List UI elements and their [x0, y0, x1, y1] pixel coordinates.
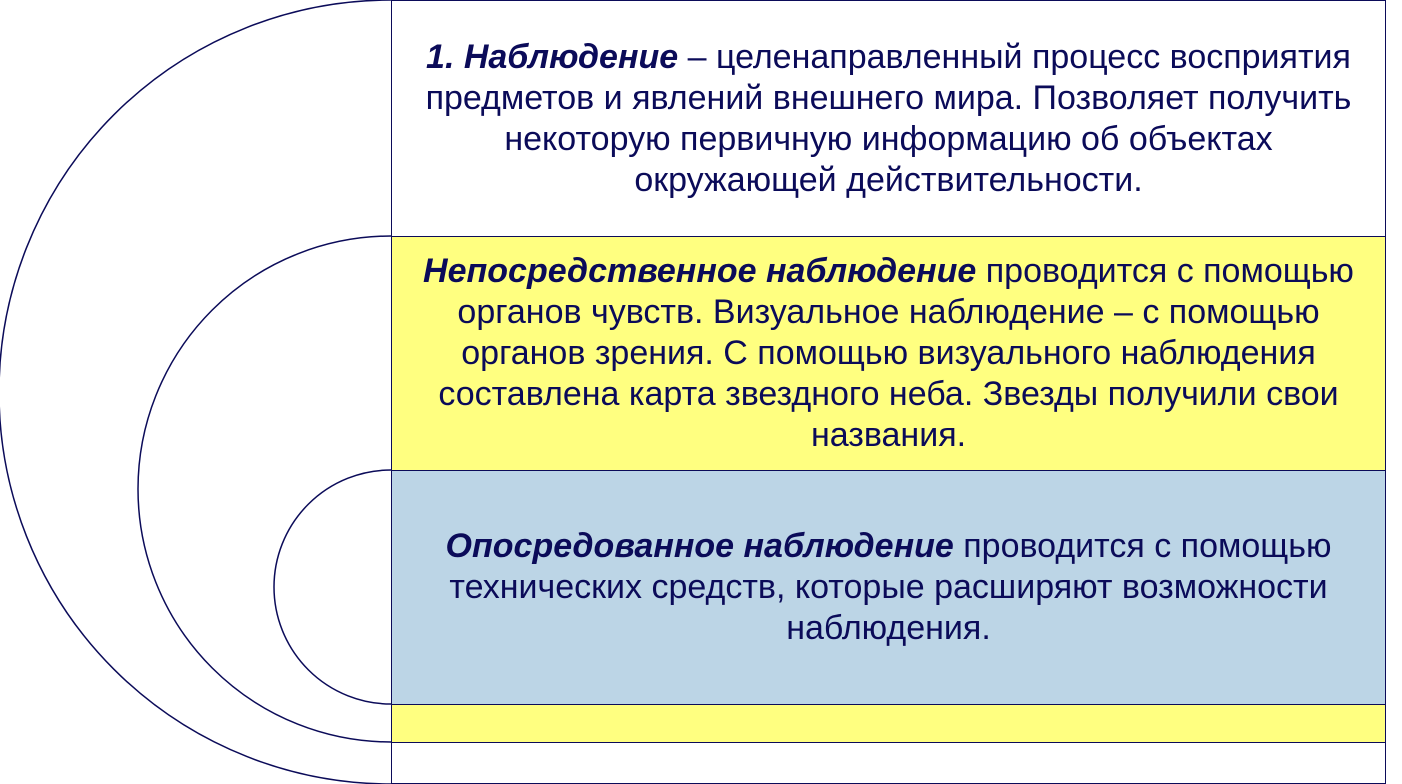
outer-arc [0, 0, 391, 784]
observation-description: – целенаправленный процесс восприятия предметов и явлений внешнего мира. Позволяет получить некоторую первичную информацию об объектах окружающей действительности. [425, 37, 1352, 199]
direct-observation-description: проводится с помощью органов чувств. Визуальное наблюдение – с помощью органов зрения. С помощью визуального наблюдения составлена карта звездного неба. Звезды получили свои названия. [438, 252, 1354, 454]
direct-observation-term: Непосредственное наблюдение [423, 252, 977, 290]
observation-text [408, 37, 1369, 201]
direct-observation-text [408, 251, 1369, 456]
indirect-observation-description: проводится с помощью технических средств, которые расширяют возможности наблюдения. [449, 527, 1332, 647]
observation-term: 1. Наблюдение [426, 37, 679, 76]
indirect-observation-block [391, 470, 1386, 705]
indirect-observation-text [408, 526, 1369, 649]
middle-arc [138, 236, 391, 742]
observation-block [391, 0, 1386, 237]
bottom-white-band [391, 742, 1386, 784]
direct-observation-block [391, 236, 1386, 471]
inner-arc [274, 470, 391, 704]
lower-yellow-band [391, 704, 1386, 743]
indirect-observation-term: Опосредованное наблюдение [445, 527, 954, 565]
